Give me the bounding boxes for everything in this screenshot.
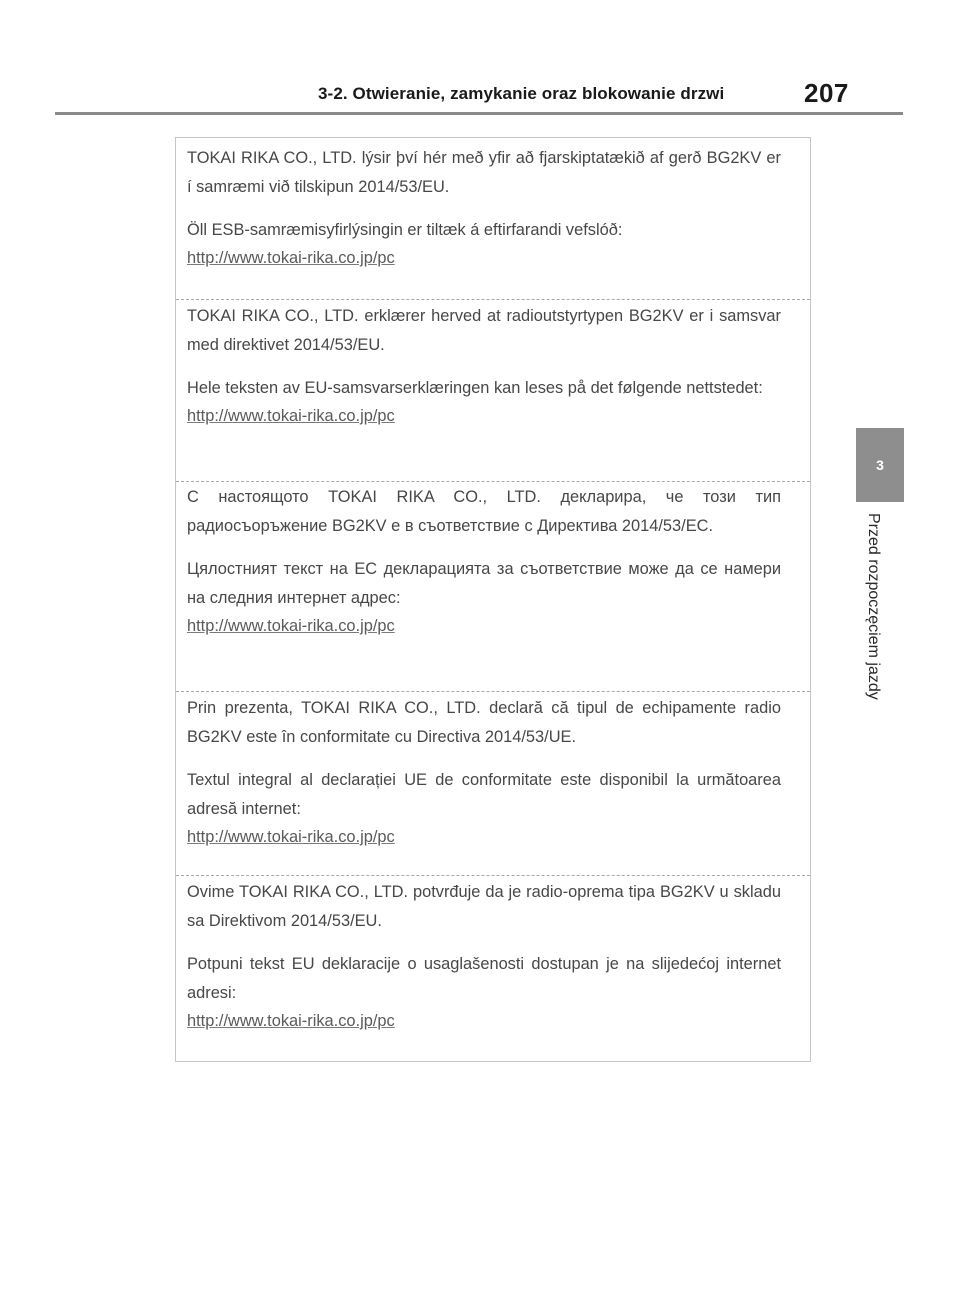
declaration-link[interactable]: http://www.tokai-rika.co.jp/pc [187,617,395,635]
declaration-text: Prin prezenta, TOKAI RIKA CO., LTD. declară că tipul de echipamente radio BG2KV este în conformitate cu Directiva 2014/53/UE. [187,699,781,746]
chapter-title: Przed rozpoczęciem jazdy [865,513,882,700]
declaration-text: TOKAI RIKA CO., LTD. erklærer herved at radioutstyrtypen BG2KV er i samsvar med direktivet 2014/53/EU. [187,307,781,354]
declaration-link[interactable]: http://www.tokai-rika.co.jp/pc [187,407,395,425]
availability-text: Textul integral al declarației UE de conformitate este disponibil la următoarea adresă internet: [187,771,781,818]
availability-text: Hele teksten av EU-samsvarserklæringen kan leses på det følgende nettstedet: [187,379,763,397]
declaration-block-norwegian [176,302,810,430]
page-header [0,0,960,116]
declaration-text: Ovime TOKAI RIKA CO., LTD. potvrđuje da je radio-oprema tipa BG2KV u skladu sa Direktivom 2014/53/EU. [187,883,781,930]
declaration-text: С настоящото TOKAI RIKA CO., LTD. декларира, че този тип радиосъоръжение BG2KV е в съответствие с Директива 2014/53/ЕС. [187,488,781,535]
page-number: 207 [804,78,849,108]
header-rule [55,112,903,115]
declaration-link[interactable]: http://www.tokai-rika.co.jp/pc [187,1012,395,1030]
block-divider [176,875,810,876]
section-title: 3-2. Otwieranie, zamykanie oraz blokowanie drzwi [318,84,725,103]
declaration-block-icelandic [176,144,810,272]
block-divider [176,481,810,482]
declaration-link[interactable]: http://www.tokai-rika.co.jp/pc [187,828,395,846]
declaration-text: TOKAI RIKA CO., LTD. lýsir því hér með yfir að fjarskiptatækið af gerð BG2KV er í samræmi við tilskipun 2014/53/EU. [187,149,781,196]
declaration-block-romanian [176,694,810,851]
availability-text: Öll ESB-samræmisyfirlýsingin er tiltæk á eftirfarandi vefslóð: [187,221,623,239]
declaration-block-croatian [176,878,810,1035]
availability-text: Цялостният текст на ЕС декларацията за съответствие може да се намери на следния интернет адрес: [187,560,781,607]
declaration-link[interactable]: http://www.tokai-rika.co.jp/pc [187,249,395,267]
block-divider [176,299,810,300]
block-divider [176,691,810,692]
chapter-tab[interactable]: 3 [856,428,904,502]
declarations-box [175,137,811,1062]
availability-text: Potpuni tekst EU deklaracije o usaglašenosti dostupan je na slijedećoj internet adresi: [187,955,781,1002]
declaration-block-bulgarian [176,483,810,640]
